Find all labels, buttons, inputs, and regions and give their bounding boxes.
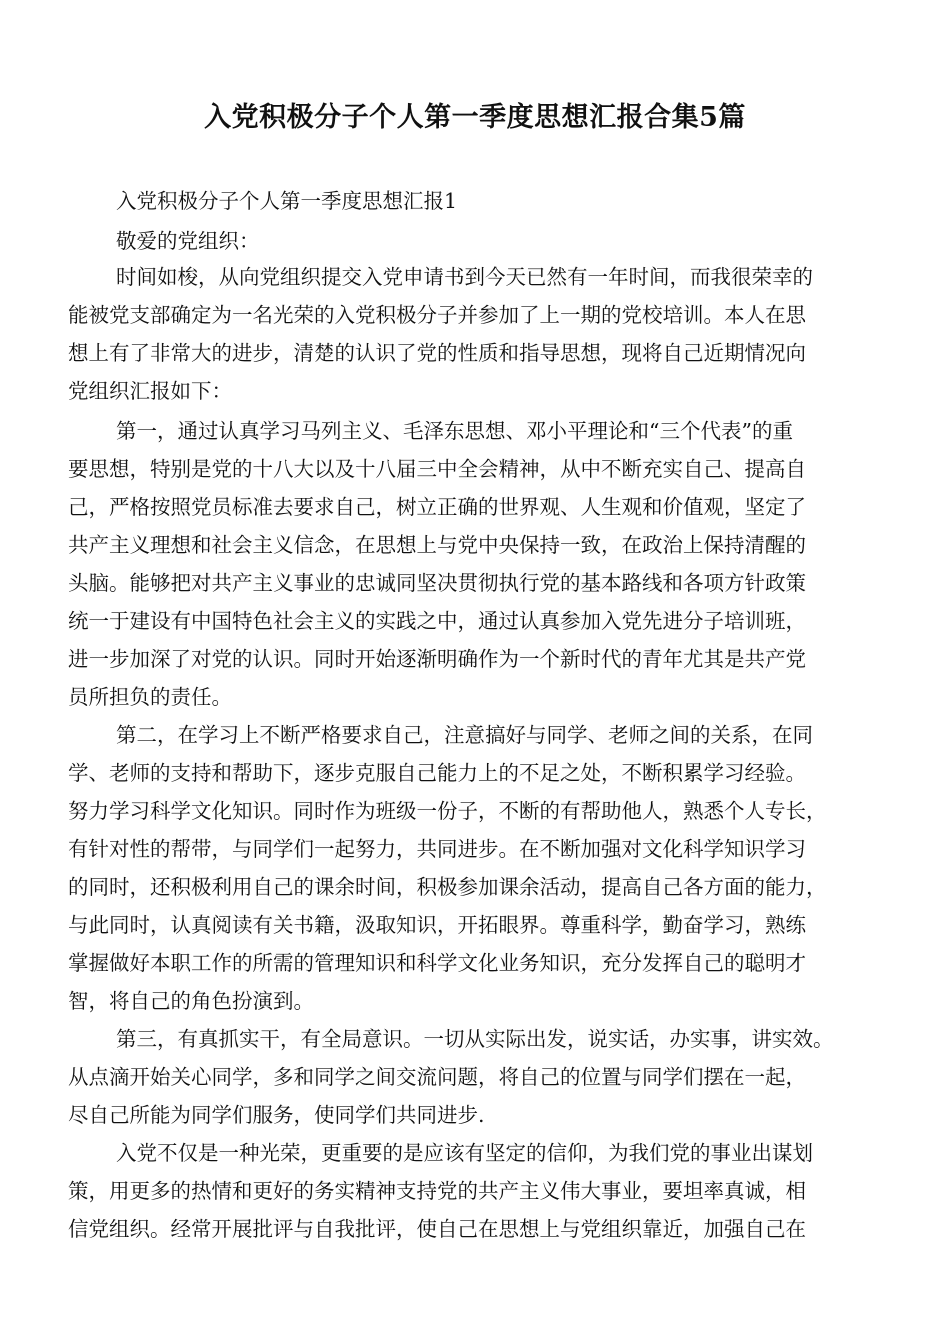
- paragraph-line: 时间如梭，从向党组织提交入党申请书到今天已然有一年时间，而我很荣幸的: [116, 265, 813, 289]
- paragraph-line: 进一步加深了对党的认识。同时开始逐渐明确作为一个新时代的青年尤其是共产党: [68, 647, 806, 671]
- paragraph-line: 共产主义理想和社会主义信念，在思想上与党中央保持一致，在政治上保持清醒的: [68, 533, 806, 557]
- salutation-line: 敬爱的党组织：: [116, 229, 260, 253]
- paragraph-line: 入党不仅是一种光荣，更重要的是应该有坚定的信仰，为我们党的事业出谋划: [116, 1141, 813, 1165]
- paragraph-line: 己，严格按照党员标准去要求自己，树立正确的世界观、人生观和价值观，坚定了: [68, 495, 806, 519]
- paragraph-line: 党组织汇报如下：: [68, 379, 232, 403]
- paragraph-line: 头脑。能够把对共产主义事业的忠诚同坚决贯彻执行党的基本路线和各项方针政策: [68, 571, 806, 595]
- paragraph-line: 想上有了非常大的进步，清楚的认识了党的性质和指导思想，现将自己近期情况向: [68, 341, 806, 365]
- paragraph-line: 尽自己所能为同学们服务，使同学们共同进步.: [68, 1103, 485, 1127]
- paragraph-line: 学、老师的支持和帮助下，逐步克服自己能力上的不足之处，不断积累学习经验。: [68, 761, 806, 785]
- paragraph-line: 第二，在学习上不断严格要求自己，注意搞好与同学、老师之间的关系，在同: [116, 723, 813, 747]
- document-title: 入党积极分子个人第一季度思想汇报合集5篇: [204, 102, 746, 133]
- paragraph-line: 努力学习科学文化知识。同时作为班级一份子，不断的有帮助他人，熟悉个人专长，: [68, 799, 827, 823]
- paragraph-line: 与此同时，认真阅读有关书籍，汲取知识，开拓眼界。尊重科学，勤奋学习，熟练: [68, 913, 806, 937]
- paragraph-line: 从点滴开始关心同学，多和同学之间交流问题，将自己的位置与同学们摆在一起，: [68, 1065, 806, 1089]
- paragraph-line: 能被党支部确定为一名光荣的入党积极分子并参加了上一期的党校培训。本人在思: [68, 303, 806, 327]
- paragraph-line: 员所担负的责任。: [68, 685, 232, 709]
- paragraph-line: 信党组织。经常开展批评与自我批评，使自己在思想上与党组织靠近，加强自己在: [68, 1217, 806, 1241]
- paragraph-line: 策，用更多的热情和更好的务实精神支持党的共产主义伟大事业，要坦率真诚，相: [68, 1179, 806, 1203]
- paragraph-line: 第一，通过认真学习马列主义、毛泽东思想、邓小平理论和“三个代表”的重: [116, 419, 793, 443]
- paragraph-line: 统一于建设有中国特色社会主义的实践之中，通过认真参加入党先进分子培训班，: [68, 609, 806, 633]
- paragraph-line: 有针对性的帮带，与同学们一起努力，共同进步。在不断加强对文化科学知识学习: [68, 837, 806, 861]
- paragraph-line: 智，将自己的角色扮演到。: [68, 989, 314, 1013]
- paragraph-line: 要思想，特别是党的十八大以及十八届三中全会精神，从中不断充实自己、提高自: [68, 457, 806, 481]
- paragraph-line: 第三，有真抓实干，有全局意识。一切从实际出发，说实话，办实事，讲实效。: [116, 1027, 834, 1051]
- paragraph-line: 掌握做好本职工作的所需的管理知识和科学文化业务知识，充分发挥自己的聪明才: [68, 951, 806, 975]
- subtitle-line: 入党积极分子个人第一季度思想汇报1: [116, 189, 458, 213]
- paragraph-line: 的同时，还积极利用自己的课余时间，积极参加课余活动，提高自己各方面的能力，: [68, 875, 827, 899]
